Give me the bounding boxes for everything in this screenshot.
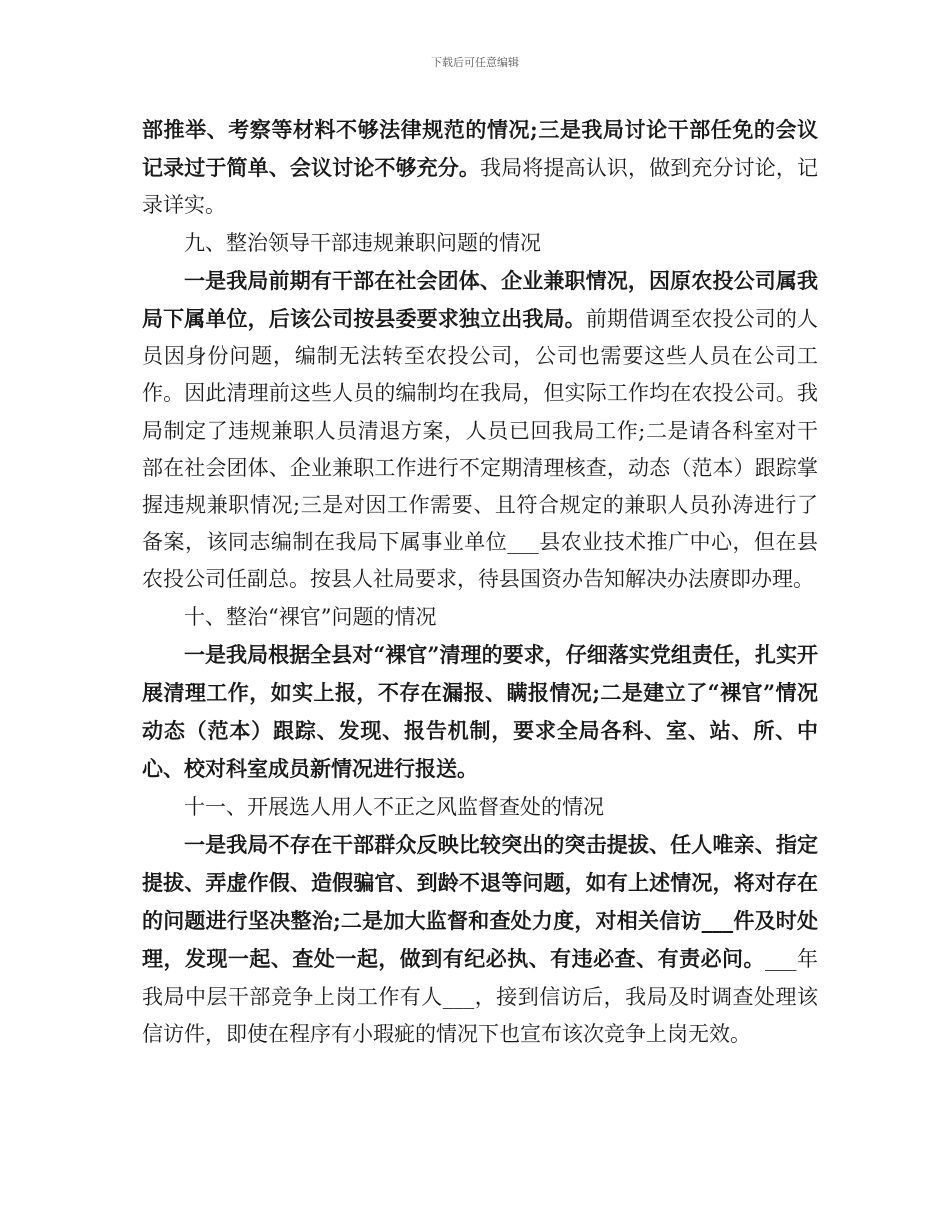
paragraph-section-11 <box>142 826 818 1053</box>
section-heading-10: 十、整治“裸官”问题的情况 <box>184 604 437 629</box>
paragraph-text: 我局将提高认识，做到充分讨论，记录详实。 <box>142 156 819 218</box>
document-body <box>142 111 818 1053</box>
section-heading-11: 十一、开展选人用人不正之风监督查处的情况 <box>184 794 604 819</box>
section-heading-9: 九、整治领导干部违规兼职问题的情况 <box>184 230 541 255</box>
paragraph-bold-text: 一是我局根据全县对“裸官”清理的要求，仔细落实党组责任，扎实开展清理工作，如实上报，不存在漏报、瞒报情况;二是建立了“裸官”情况动态（范本）跟踪、发现、报告机制，要求全局各科、室、站、所、中心、校对科室成员新情况进行报送。 <box>142 641 818 782</box>
paragraph-section-9 <box>142 262 818 599</box>
paragraph-text: 前期借调至农投公司的人员因身份问题，编制无法转至农投公司，公司也需要这些人员在公司工作。因此清理前这些人员的编制均在我局，但实际工作均在农投公司。我局制定了违规兼职人员清退方案，人员已回我局工作;二是请各科室对干部在社会团体、企业兼职工作进行不定期清理核查，动态（范本）跟踪掌握违规兼职情况;三是对因工作需要、且符合规定的兼职人员孙涛进行了备案，该同志编制在我局下属事业单位___县农业技术推广中心，但在县农投公司任副总。按县人社局要求，待县国资办告知解决办法赓即办理。 <box>142 307 819 592</box>
paragraph-bold-text: 一是我局前期有干部在社会团体、企业兼职情况，因原农投公司属我局下属单位，后该公司按县委要求独立出我局。 <box>142 267 818 332</box>
paragraph-bold-text: 部推举、考察等材料不够法律规范的情况;三是我局讨论干部任免的会议记录过于简单、会议讨论不够充分。 <box>142 117 818 181</box>
paragraph-bold-text: 一是我局不存在干部群众反映比较突出的突击提拔、任人唯亲、指定提拔、弄虚作假、造假骗官、到龄不退等问题，如有上述情况，将对存在的问题进行坚决整治;二是加大监督和查处力度，对相关信访___件及时处理，发现一起、查处一起，做到有纪必执、有违必查、有责必问。 <box>142 831 818 972</box>
paragraph-continuation <box>142 111 818 225</box>
paragraph-text: ___年我局中层干部竞争上岗工作有人___，接到信访后，我局及时调查处理该信访件，即使在程序有小瑕疵的情况下也宣布该次竞争上岗无效。 <box>142 947 818 1046</box>
paragraph-section-10 <box>142 636 818 789</box>
page-header: 下载后可任意编辑 <box>431 56 519 69</box>
